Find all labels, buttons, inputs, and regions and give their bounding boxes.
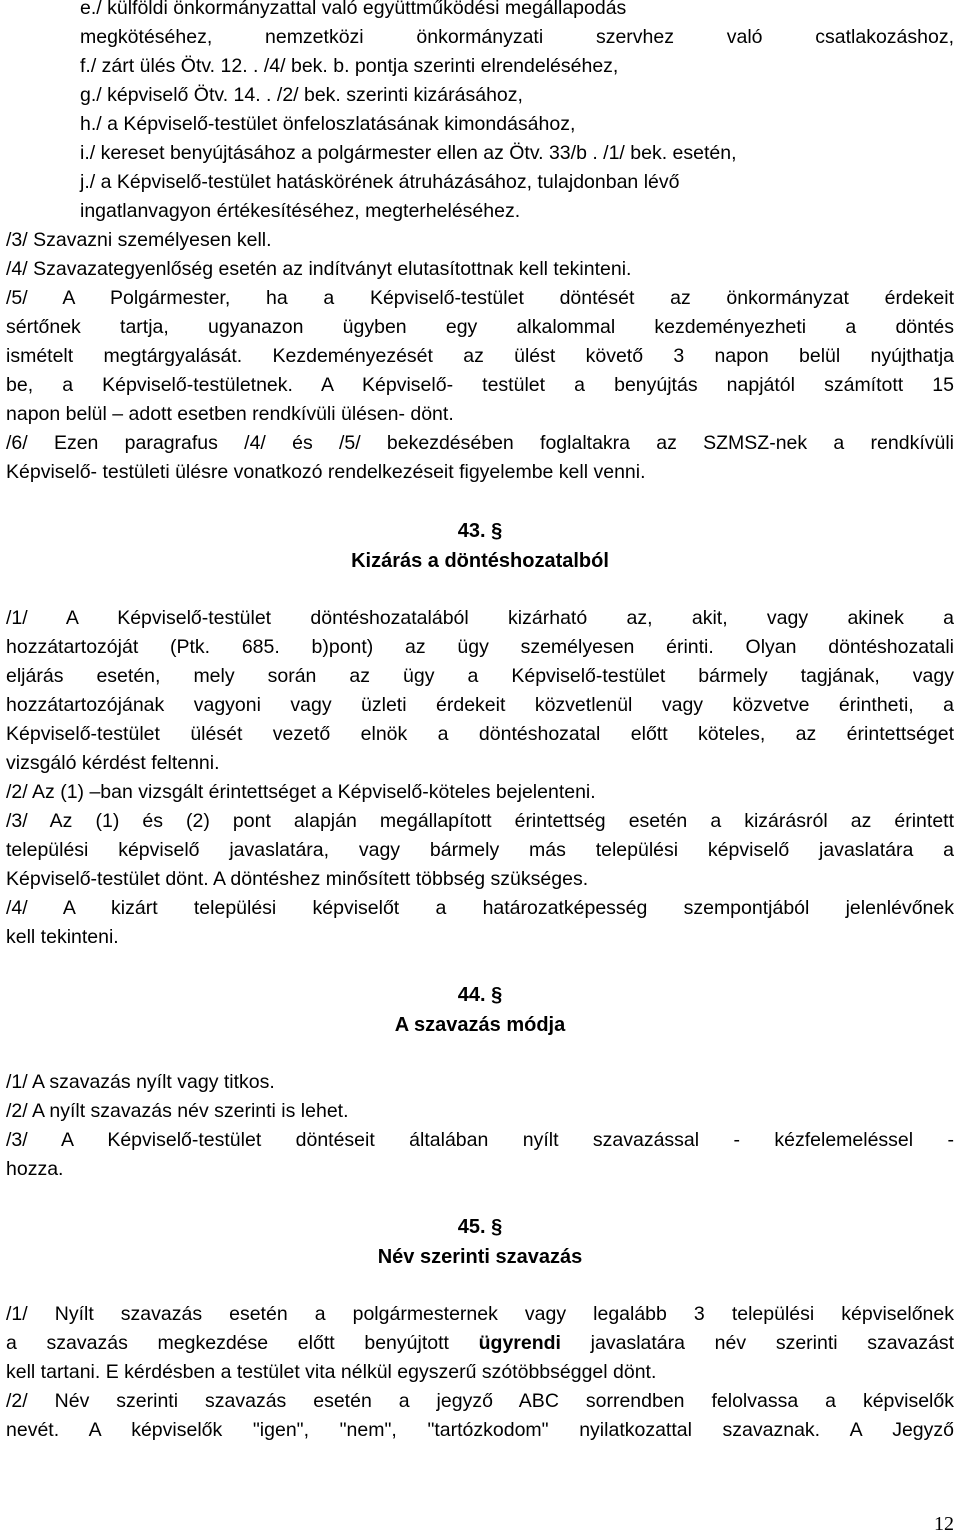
- section-number-45: 45. §: [457, 1216, 503, 1238]
- paragraph-line: ismételt megtárgyalását. Kezdeményezését az ülést követő 3 napon belül nyújthatja: [6, 345, 954, 367]
- paragraph-line: /2/ A nyílt szavazás név szerinti is lehet.: [6, 1100, 349, 1122]
- paragraph-line: /1/ Nyílt szavazás esetén a polgármesternek vagy legalább 3 települési képviselőnek: [6, 1303, 954, 1325]
- paragraph-line: eljárás esetén, mely során az ügy a Képviselő-testület bármely tagjának, vagy: [6, 665, 954, 687]
- section-number-44: 44. §: [457, 984, 503, 1006]
- paragraph-line: települési képviselő javaslatára, vagy bármely más települési képviselő javaslatára a: [6, 839, 954, 861]
- paragraph-line: a szavazás megkezdése előtt benyújtott ügyrendi javaslatára név szerinti szavazást: [6, 1332, 954, 1354]
- paragraph-line: /6/ Ezen paragrafus /4/ és /5/ bekezdésében foglaltakra az SZMSZ-nek a rendkívüli: [6, 432, 954, 454]
- paragraph-line: /1/ A Képviselő-testület döntéshozatalából kizárható az, akit, vagy akinek a: [6, 607, 954, 629]
- page-number: 12: [934, 1513, 954, 1535]
- list-item-e-cont: megkötéséhez, nemzetközi önkormányzati szervhez való csatlakozáshoz,: [80, 26, 954, 48]
- paragraph-line: sértőnek tartja, ugyanazon ügyben egy alkalommal kezdeményezheti a döntés: [6, 316, 954, 338]
- paragraph-line: /3/ A Képviselő-testület döntéseit általában nyílt szavazással - kézfelemeléssel -: [6, 1129, 954, 1151]
- paragraph-line: /4/ A kizárt települési képviselőt a határozatképesség szempontjából jelenlévőnek: [6, 897, 954, 919]
- section-title-44: A szavazás módja: [394, 1014, 566, 1036]
- list-item-g: g./ képviselő Ötv. 14. . /2/ bek. szerinti kizárásához,: [80, 84, 523, 106]
- paragraph-line: /5/ A Polgármester, ha a Képviselő-testület döntését az önkormányzat érdekeit: [6, 287, 954, 309]
- section-number-43: 43. §: [457, 520, 503, 542]
- paragraph-line: /2/ Az (1) –ban vizsgált érintettséget a Képviselő-köteles bejelenteni.: [6, 781, 596, 803]
- paragraph-line: hozza.: [6, 1158, 64, 1180]
- list-item-h: h./ a Képviselő-testület önfeloszlatásának kimondásához,: [80, 113, 576, 135]
- paragraph-line: /3/ Szavazni személyesen kell.: [6, 229, 272, 251]
- section-sign-icon: §: [491, 984, 503, 1006]
- paragraph-line: Képviselő-testület dönt. A döntéshez minősített többség szükséges.: [6, 868, 589, 890]
- paragraph-line: vizsgáló kérdést feltenni.: [6, 752, 220, 774]
- list-item-j: j./ a Képviselő-testület hatáskörének átruházásához, tulajdonban lévő: [80, 171, 680, 193]
- paragraph-line: /1/ A szavazás nyílt vagy titkos.: [6, 1071, 275, 1093]
- section-sign-icon: §: [491, 1216, 503, 1238]
- bold-term: ügyrendi: [478, 1332, 561, 1354]
- section-sign-icon: §: [491, 520, 503, 542]
- paragraph-line: Képviselő- testületi ülésre vonatkozó rendelkezéseit figyelembe kell venni.: [6, 461, 646, 483]
- paragraph-line: kell tekinteni.: [6, 926, 119, 948]
- paragraph-line: kell tartani. E kérdésben a testület vita nélkül egyszerű szótöbbséggel dönt.: [6, 1361, 657, 1383]
- list-item-i: i./ kereset benyújtásához a polgármester ellen az Ötv. 33/b . /1/ bek. esetén,: [80, 142, 737, 164]
- paragraph-line: /2/ Név szerinti szavazás esetén a jegyző ABC sorrendben felolvassa a képviselők: [6, 1390, 954, 1412]
- paragraph-line: /3/ Az (1) és (2) pont alapján megállapított érintettség esetén a kizárásról az érintett: [6, 810, 954, 832]
- section-title-43: Kizárás a döntéshozatalból: [351, 550, 609, 572]
- list-item-e: e./ külföldi önkormányzattal való együttműködési megállapodás: [80, 0, 627, 19]
- paragraph-line: /4/ Szavazategyenlőség esetén az indítványt elutasítottnak kell tekinteni.: [6, 258, 632, 280]
- list-item-j-cont: ingatlanvagyon értékesítéséhez, megterheléséhez.: [80, 200, 521, 222]
- list-item-f: f./ zárt ülés Ötv. 12. . /4/ bek. b. pontja szerinti elrendeléséhez,: [80, 55, 619, 77]
- paragraph-line: Képviselő-testület ülését vezető elnök a döntéshozatal előtt köteles, az érintettséget: [6, 723, 954, 745]
- paragraph-line: napon belül – adott esetben rendkívüli ülésen- dönt.: [6, 403, 454, 425]
- paragraph-line: be, a Képviselő-testületnek. A Képviselő- testület a benyújtás napjától számított 15: [6, 374, 954, 396]
- paragraph-line: hozzátartozójának vagyoni vagy üzleti érdekeit közvetlenül vagy közvetve érintheti, a: [6, 694, 954, 716]
- paragraph-line: nevét. A képviselők "igen", "nem", "tartózkodom" nyilatkozattal szavaznak. A Jegyző: [6, 1419, 954, 1441]
- paragraph-line: hozzátartozóját (Ptk. 685. b)pont) az ügy személyesen érinti. Olyan döntéshozatali: [6, 636, 954, 658]
- section-title-45: Név szerinti szavazás: [377, 1246, 583, 1268]
